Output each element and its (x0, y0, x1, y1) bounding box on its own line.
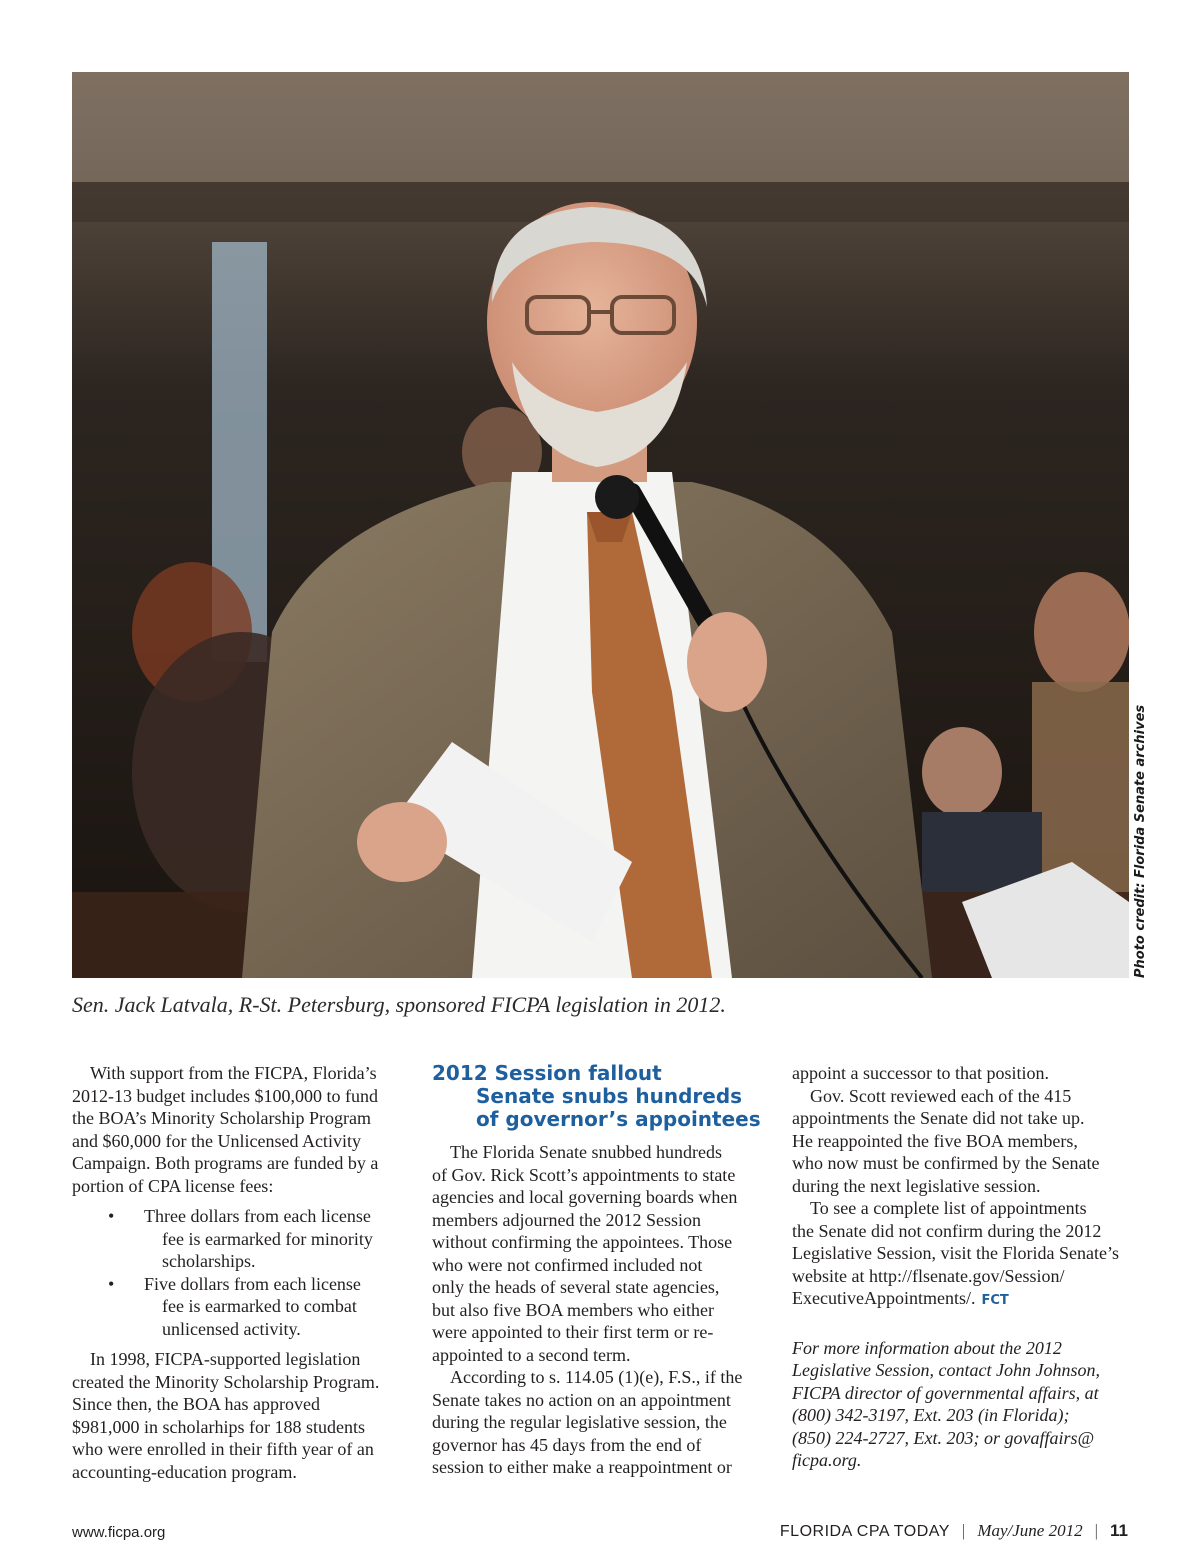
contact-email[interactable]: (850) 224-2727, Ext. 203; or govaffairs@ (792, 1427, 1095, 1448)
footer-folio: FLORIDA CPA TODAY | May/June 2012 | 11 (779, 1521, 1128, 1540)
footer-website[interactable]: www.ficpa.org (72, 1524, 166, 1541)
contact-email-cont[interactable]: ficpa.org. (792, 1450, 862, 1470)
reappointment-paragraph: Gov. Scott reviewed each of the 415 appointments the Senate did not take up. He reappointed the five BOA members, who now must be confirmed by the Senate during the next legislative session. (792, 1085, 1100, 1196)
column-1 (72, 1062, 412, 1483)
issue-date: May/June 2012 (977, 1521, 1083, 1540)
history-paragraph: In 1998, FICPA-supported legislation created the Minority Scholarship Program. Since then, the BOA has approved $981,000 in scholarhips for 188 students who were enrolled in their fifth year of an accounting-education program. (72, 1349, 380, 1482)
photo-caption: Sen. Jack Latvala, R-St. Petersburg, sponsored FICPA legislation in 2012. (72, 992, 726, 1017)
senate-url-link[interactable]: website at http://flsenate.gov/Session/ (792, 1265, 1065, 1286)
magazine-name: FLORIDA CPA TODAY (779, 1523, 950, 1540)
heading-line-1: Senate snubs hundreds (476, 1084, 743, 1108)
list-item: • Three dollars from each license fee is earmarked for minority scholarships. (108, 1206, 373, 1271)
photo-credit: Photo credit: Florida Senate archives (1133, 704, 1148, 978)
page-number: 11 (1110, 1521, 1128, 1540)
contact-note: For more information about the 2012 Legislative Session, contact John Johnson, FICPA director of governmental affairs, at (800) 342-3197, Ext. 203 (in Florida); (850) 224-2727, Ext. 203; or govaffairs@ ficpa.org. (792, 1337, 1100, 1470)
budget-paragraph: With support from the FICPA, Florida’s 2012-13 budget includes $100,000 to fund the BOA’s Minority Scholarship Program and $60,000 for the Unlicensed Activity Campaign. Both programs are funded by a portion of CPA license fees: (72, 1063, 379, 1196)
statute-paragraph: According to s. 114.05 (1)(e), F.S., if the Senate takes no action on an appointment during the regular legislative session, the governor has 45 days from the end of session to either make a reappointment or (432, 1367, 743, 1477)
senate-paragraph: The Florida Senate snubbed hundreds of Gov. Rick Scott’s appointments to state agencies and local governing boards when members adjourned the 2012 Session without confirming the appointees. Those who were not confirmed included not only the heads of several state agencies, but also five BOA members who either were appointed to their first term or re- appointed to a second term. (432, 1142, 738, 1365)
website-paragraph: To see a complete list of appointments the Senate did not confirm during the 2012 Legislative Session, visit the Florida Senate’s website at http://flsenate.gov/Session/ ExecutiveAppointments/. FCT (792, 1198, 1119, 1308)
senator-photo (72, 72, 1129, 978)
heading-line-2: of governor’s appointees (476, 1107, 761, 1131)
senate-url-link-cont[interactable]: ExecutiveAppointments/. (792, 1288, 976, 1308)
heading-kicker: 2012 Session fallout (432, 1061, 662, 1085)
article-heading (432, 1062, 777, 1131)
column-3 (792, 1062, 1137, 1472)
continuation-paragraph: appoint a successor to that position. (792, 1063, 1049, 1083)
column-2 (432, 1062, 777, 1479)
list-item: • Five dollars from each license fee is earmarked to combat unlicensed activity. (108, 1273, 361, 1339)
fct-end-mark: FCT (981, 1293, 1009, 1308)
senator-photo-illustration (72, 72, 1129, 978)
fee-bullet-list (72, 1205, 412, 1340)
